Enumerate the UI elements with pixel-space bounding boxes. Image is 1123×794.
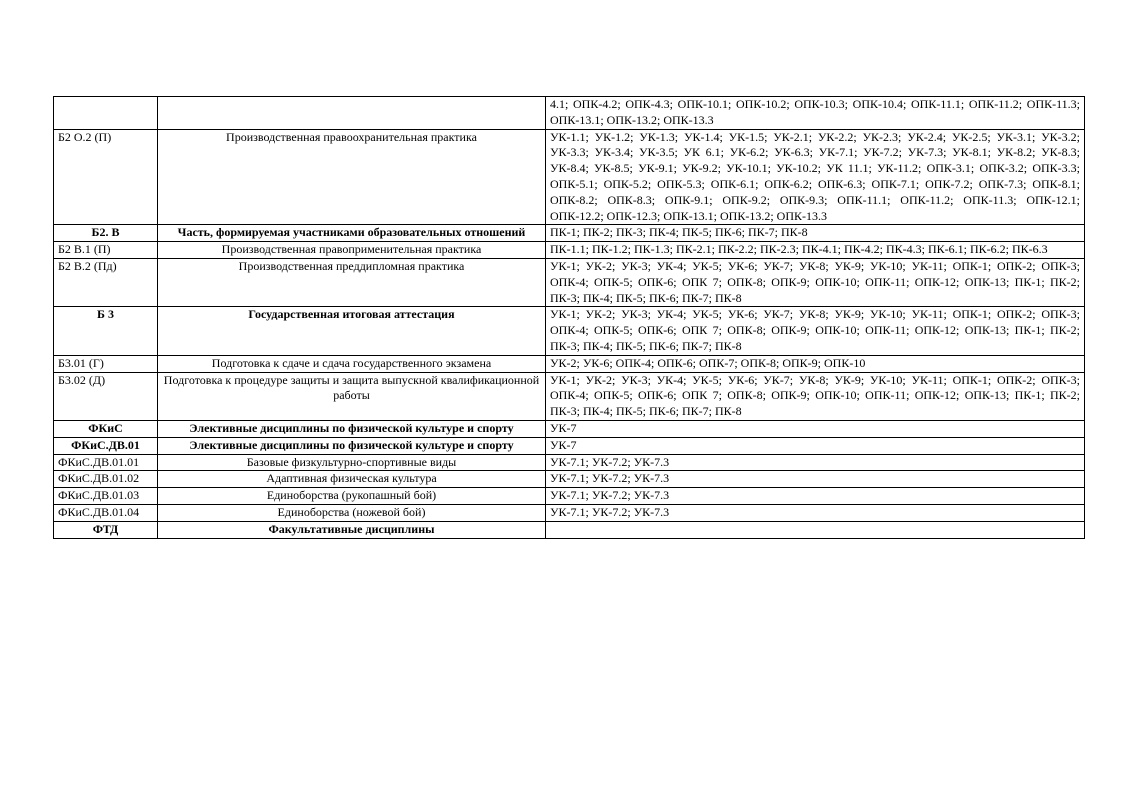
table-row bbox=[54, 488, 1085, 505]
curriculum-table-body bbox=[54, 97, 1085, 539]
discipline-code: Б2 О.2 (П) bbox=[54, 129, 158, 225]
competency-codes: УК-1; УК-2; УК-3; УК-4; УК-5; УК-6; УК-7; УК-8; УК-9; УК-10; УК-11; ОПК-1; ОПК-2; ОПК-3; ОПК-4; ОПК-5; ОПК-6; ОПК 7; ОПК-8; ОПК-9; ОПК-10; ОПК-11; ОПК-12; ОПК-13; ПК-1; ПК-2; ПК-3; ПК-4; ПК-5; ПК-6; ПК-7; ПК-8 bbox=[546, 307, 1085, 355]
competency-codes: УК-7.1; УК-7.2; УК-7.3 bbox=[546, 488, 1085, 505]
competency-codes: УК-2; УК-6; ОПК-4; ОПК-6; ОПК-7; ОПК-8; ОПК-9; ОПК-10 bbox=[546, 355, 1085, 372]
competency-codes: УК-7.1; УК-7.2; УК-7.3 bbox=[546, 504, 1085, 521]
table-row bbox=[54, 225, 1085, 242]
discipline-code: ФКиС.ДВ.01.01 bbox=[54, 454, 158, 471]
table-row bbox=[54, 242, 1085, 259]
competency-codes: ПК-1; ПК-2; ПК-3; ПК-4; ПК-5; ПК-6; ПК-7; ПК-8 bbox=[546, 225, 1085, 242]
competency-codes: УК-7.1; УК-7.2; УК-7.3 bbox=[546, 471, 1085, 488]
discipline-name bbox=[158, 97, 546, 130]
table-row bbox=[54, 454, 1085, 471]
table-row bbox=[54, 97, 1085, 130]
discipline-name: Факультативные дисциплины bbox=[158, 521, 546, 538]
discipline-name: Производственная правоохранительная практика bbox=[158, 129, 546, 225]
table-row bbox=[54, 258, 1085, 306]
competency-codes: 4.1; ОПК-4.2; ОПК-4.3; ОПК-10.1; ОПК-10.2; ОПК-10.3; ОПК-10.4; ОПК-11.1; ОПК-11.2; ОПК-11.3; ОПК-13.1; ОПК-13.2; ОПК-13.3 bbox=[546, 97, 1085, 130]
discipline-code bbox=[54, 97, 158, 130]
discipline-code: Б2 В.1 (П) bbox=[54, 242, 158, 259]
table-row bbox=[54, 129, 1085, 225]
discipline-name: Государственная итоговая аттестация bbox=[158, 307, 546, 355]
competency-codes bbox=[546, 521, 1085, 538]
discipline-name: Элективные дисциплины по физической культуре и спорту bbox=[158, 437, 546, 454]
competency-codes: УК-7 bbox=[546, 420, 1085, 437]
discipline-name: Базовые физкультурно-спортивные виды bbox=[158, 454, 546, 471]
competency-codes: ПК-1.1; ПК-1.2; ПК-1.3; ПК-2.1; ПК-2.2; ПК-2.3; ПК-4.1; ПК-4.2; ПК-4.3; ПК-6.1; ПК-6.2; ПК-6.3 bbox=[546, 242, 1085, 259]
discipline-name: Адаптивная физическая культура bbox=[158, 471, 546, 488]
discipline-name: Подготовка к сдаче и сдача государственного экзамена bbox=[158, 355, 546, 372]
discipline-code: ФКиС.ДВ.01.03 bbox=[54, 488, 158, 505]
discipline-code: ФКиС.ДВ.01 bbox=[54, 437, 158, 454]
discipline-name: Часть, формируемая участниками образовательных отношений bbox=[158, 225, 546, 242]
discipline-name: Элективные дисциплины по физической культуре и спорту bbox=[158, 420, 546, 437]
table-row bbox=[54, 355, 1085, 372]
curriculum-table bbox=[53, 96, 1085, 539]
table-row bbox=[54, 307, 1085, 355]
discipline-code: Б2. В bbox=[54, 225, 158, 242]
discipline-name: Единоборства (ножевой бой) bbox=[158, 504, 546, 521]
competency-codes: УК-1; УК-2; УК-3; УК-4; УК-5; УК-6; УК-7; УК-8; УК-9; УК-10; УК-11; ОПК-1; ОПК-2; ОПК-3; ОПК-4; ОПК-5; ОПК-6; ОПК 7; ОПК-8; ОПК-9; ОПК-10; ОПК-11; ОПК-12; ОПК-13; ПК-1; ПК-2; ПК-3; ПК-4; ПК-5; ПК-6; ПК-7; ПК-8 bbox=[546, 258, 1085, 306]
discipline-code: Б3.01 (Г) bbox=[54, 355, 158, 372]
table-row bbox=[54, 471, 1085, 488]
table-row bbox=[54, 372, 1085, 420]
table-row bbox=[54, 504, 1085, 521]
table-row bbox=[54, 437, 1085, 454]
competency-codes: УК-1; УК-2; УК-3; УК-4; УК-5; УК-6; УК-7; УК-8; УК-9; УК-10; УК-11; ОПК-1; ОПК-2; ОПК-3; ОПК-4; ОПК-5; ОПК-6; ОПК 7; ОПК-8; ОПК-9; ОПК-10; ОПК-11; ОПК-12; ОПК-13; ПК-1; ПК-2; ПК-3; ПК-4; ПК-5; ПК-6; ПК-7; ПК-8 bbox=[546, 372, 1085, 420]
discipline-name: Единоборства (рукопашный бой) bbox=[158, 488, 546, 505]
competency-codes: УК-1.1; УК-1.2; УК-1.3; УК-1.4; УК-1.5; УК-2.1; УК-2.2; УК-2.3; УК-2.4; УК-2.5; УК-3.1; УК-3.2; УК-3.3; УК-3.4; УК-3.5; УК 6.1; УК-6.2; УК-6.3; УК-7.1; УК-7.2; УК-7.3; УК-8.1; УК-8.2; УК-8.3; УК-8.4; УК-8.5; УК-9.1; УК-9.2; УК-10.1; УК-10.2; УК 11.1; УК-11.2; ОПК-3.1; ОПК-3.2; ОПК-3.3; ОПК-5.1; ОПК-5.2; ОПК-5.3; ОПК-6.1; ОПК-6.2; ОПК-6.3; ОПК-7.1; ОПК-7.2; ОПК-7.3; ОПК-8.1; ОПК-8.2; ОПК-8.3; ОПК-9.1; ОПК-9.2; ОПК-9.3; ОПК-11.1; ОПК-11.2; ОПК-11.3; ОПК-12.1; ОПК-12.2; ОПК-12.3; ОПК-13.1; ОПК-13.2; ОПК-13.3 bbox=[546, 129, 1085, 225]
table-row bbox=[54, 420, 1085, 437]
discipline-code: ФКиС.ДВ.01.02 bbox=[54, 471, 158, 488]
competency-codes: УК-7 bbox=[546, 437, 1085, 454]
discipline-code: Б3.02 (Д) bbox=[54, 372, 158, 420]
discipline-code: ФТД bbox=[54, 521, 158, 538]
competency-codes: УК-7.1; УК-7.2; УК-7.3 bbox=[546, 454, 1085, 471]
discipline-name: Производственная преддипломная практика bbox=[158, 258, 546, 306]
discipline-name: Производственная правоприменительная практика bbox=[158, 242, 546, 259]
discipline-code: ФКиС.ДВ.01.04 bbox=[54, 504, 158, 521]
discipline-code: Б2 В.2 (Пд) bbox=[54, 258, 158, 306]
discipline-code: Б 3 bbox=[54, 307, 158, 355]
discipline-code: ФКиС bbox=[54, 420, 158, 437]
table-row bbox=[54, 521, 1085, 538]
discipline-name: Подготовка к процедуре защиты и защита выпускной квалификационной работы bbox=[158, 372, 546, 420]
